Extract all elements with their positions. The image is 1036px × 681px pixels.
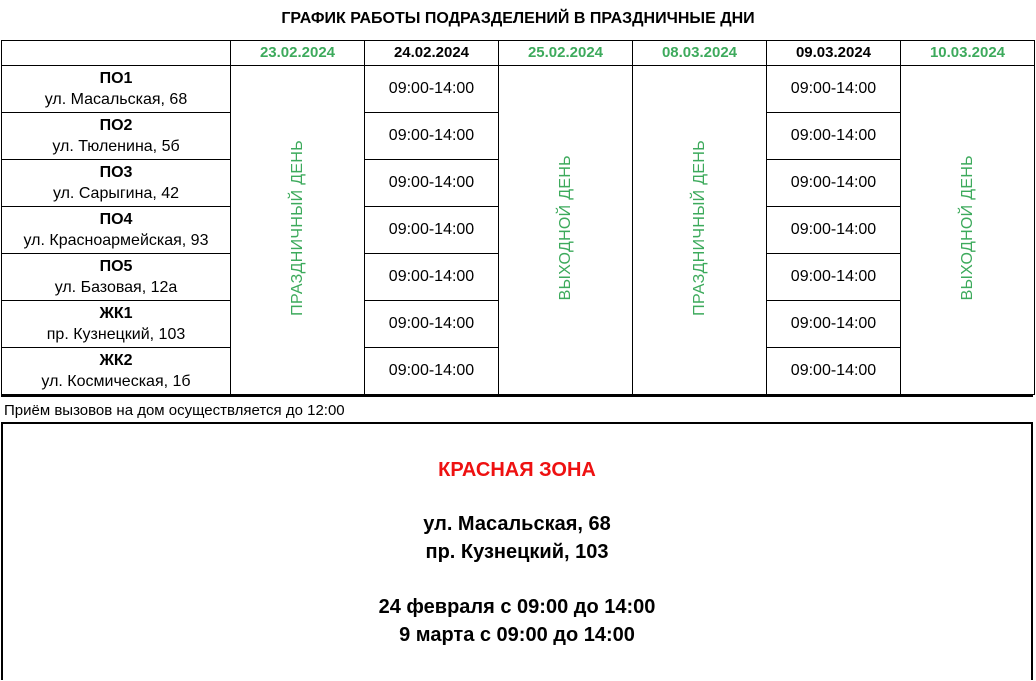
department-cell [2, 301, 231, 348]
hours-cell: 09:00-14:00 [365, 301, 499, 348]
department-cell [2, 348, 231, 395]
home-call-note: Приём вызовов на дом осуществляется до 12:00 [4, 402, 345, 419]
department-address: ул. Тюленина, 5б [52, 138, 180, 155]
department-code: ПО3 [99, 164, 133, 181]
holiday-label: ПРАЗДНИЧНЫЙ ДЕНЬ [288, 139, 306, 316]
department-code: ПО4 [99, 211, 133, 228]
department-code: ЖК2 [99, 352, 133, 369]
department-cell [2, 254, 231, 301]
date-header: 10.03.2024 [901, 41, 1035, 66]
holiday-label: ПРАЗДНИЧНЫЙ ДЕНЬ [690, 139, 708, 316]
red-zone-address: ул. Масальская, 68 [423, 513, 611, 535]
department-address: ул. Космическая, 1б [41, 373, 191, 390]
department-code: ЖК1 [99, 305, 133, 322]
red-zone-address: пр. Кузнецкий, 103 [425, 541, 609, 563]
department-code: ПО1 [99, 70, 133, 87]
date-header: 24.02.2024 [365, 41, 499, 66]
department-cell [2, 66, 231, 113]
hours-cell: 09:00-14:00 [767, 254, 901, 301]
department-address: пр. Кузнецкий, 103 [46, 326, 186, 343]
hours-cell: 09:00-14:00 [365, 160, 499, 207]
dayoff-cell [901, 66, 1035, 395]
holiday-cell [231, 66, 365, 395]
department-cell [2, 160, 231, 207]
hours-cell: 09:00-14:00 [767, 66, 901, 113]
red-zone-panel [1, 422, 1033, 680]
page-title: ГРАФИК РАБОТЫ ПОДРАЗДЕЛЕНИЙ В ПРАЗДНИЧНЫЕ ДНИ [281, 10, 755, 27]
dayoff-cell [499, 66, 633, 395]
hours-cell: 09:00-14:00 [767, 348, 901, 395]
department-cell [2, 113, 231, 160]
hours-cell: 09:00-14:00 [365, 254, 499, 301]
department-code: ПО5 [99, 258, 133, 275]
red-zone-schedule: 9 марта с 09:00 до 14:00 [399, 624, 635, 646]
schedule-table [1, 40, 1035, 395]
holiday-cell [633, 66, 767, 395]
department-address: ул. Красноармейская, 93 [23, 232, 209, 249]
department-cell [2, 207, 231, 254]
department-address: ул. Масальская, 68 [44, 91, 188, 108]
department-code: ПО2 [99, 117, 133, 134]
red-zone-title: КРАСНАЯ ЗОНА [438, 459, 596, 481]
dayoff-label: ВЫХОДНОЙ ДЕНЬ [556, 154, 574, 301]
date-header: 23.02.2024 [231, 41, 365, 66]
hours-cell: 09:00-14:00 [767, 207, 901, 254]
hours-cell: 09:00-14:00 [767, 301, 901, 348]
header-corner [2, 41, 231, 66]
dayoff-label: ВЫХОДНОЙ ДЕНЬ [958, 154, 976, 301]
hours-cell: 09:00-14:00 [365, 113, 499, 160]
hours-cell: 09:00-14:00 [767, 113, 901, 160]
department-address: ул. Базовая, 12а [54, 279, 178, 296]
hours-cell: 09:00-14:00 [365, 207, 499, 254]
date-header: 09.03.2024 [767, 41, 901, 66]
date-header: 08.03.2024 [633, 41, 767, 66]
table-bottom-divider [1, 394, 1033, 397]
hours-cell: 09:00-14:00 [365, 348, 499, 395]
hours-cell: 09:00-14:00 [767, 160, 901, 207]
date-header: 25.02.2024 [499, 41, 633, 66]
department-address: ул. Сарыгина, 42 [52, 185, 180, 202]
header-row [2, 41, 1035, 66]
table-row [2, 66, 1035, 113]
hours-cell: 09:00-14:00 [365, 66, 499, 113]
red-zone-schedule: 24 февраля с 09:00 до 14:00 [378, 596, 656, 618]
